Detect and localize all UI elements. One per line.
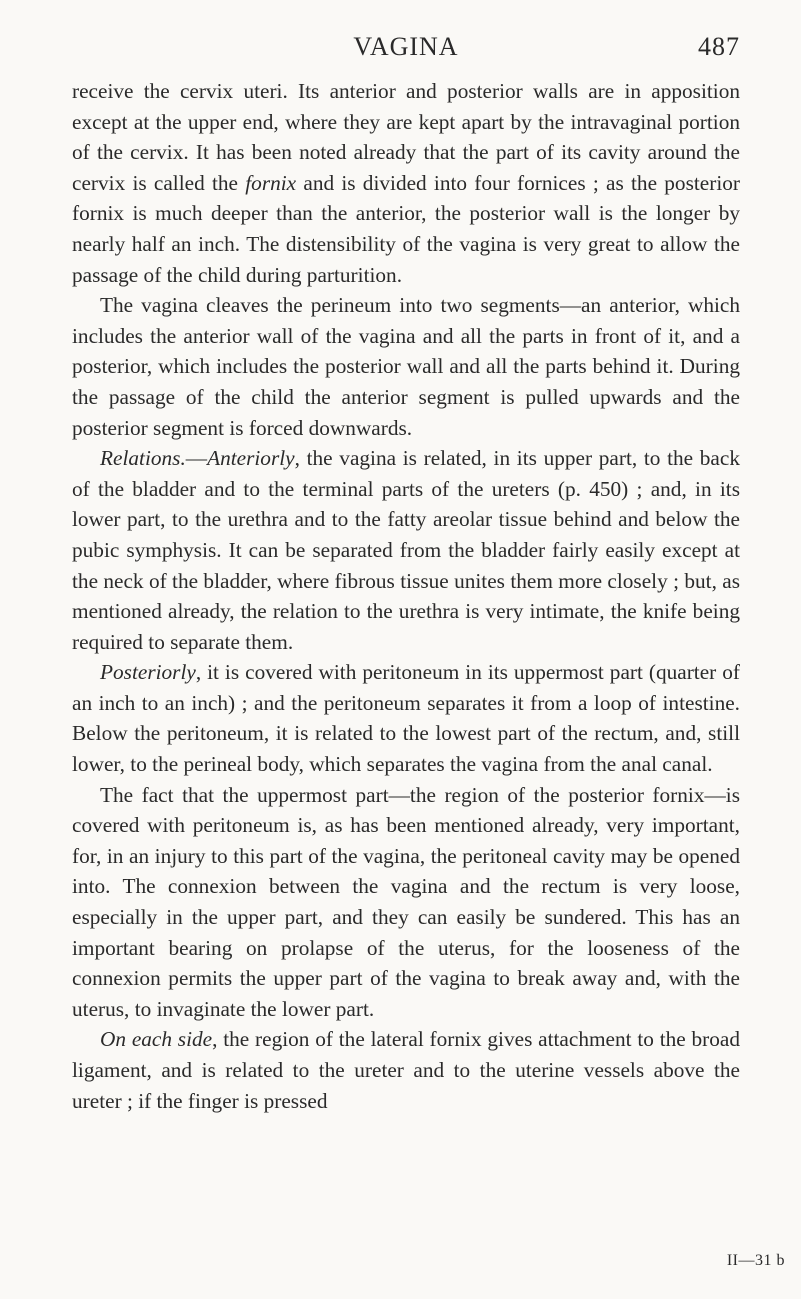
heading-relations: Relations. (100, 446, 186, 471)
page-header (72, 30, 740, 70)
dash: — (185, 446, 208, 471)
term-fornix: fornix (245, 170, 297, 195)
book-page (72, 30, 740, 1116)
paragraph-posterior-fornix (72, 780, 740, 1025)
text-segment: , it is covered with peritoneum in its uppermost part (quarter of an inch to an inch) ; and the peritoneum separates it from a loop of intestine. Below the peritoneum, it is related to the lowest part of the rectum, and, still lower, to the perineal body, which separates the vagina from the anal canal. (72, 660, 740, 777)
text-segment: receive the cervix uteri. Its anterior and posterior walls are in apposition except at the upper end, where they are kept apart by the intravaginal portion of the cervix. It has been noted already that the part of its cavity around the cervix is called the (72, 79, 740, 195)
term-posteriorly: Posteriorly (100, 660, 196, 685)
body-text (72, 76, 740, 1116)
text-segment: , the region of the lateral fornix gives attachment to the broad ligament, and is related to the ureter and to the uterine vessels above the ureter ; if the finger is pressed (72, 1027, 741, 1113)
text-segment: and is divided into four fornices ; as the posterior fornix is much deeper than the anterior, the posterior wall is the longer by nearly half an inch. The distensibility of the vagina is very great to allow the passage of the child during parturition. (72, 170, 740, 287)
paragraph-posteriorly (72, 657, 740, 779)
text-segment: , the vagina is related, in its upper part, to the back of the bladder and to the terminal parts of the ureters (p. 450) ; and, in its lower part, to the urethra and to the fatty areolar tissue behind and below the pubic symphysis. It can be separated from the bladder fairly easily except at the neck of the bladder, where fibrous tissue unites them more closely ; but, as mentioned already, the relation to the urethra is very intimate, the knife being required to separate them. (72, 446, 740, 654)
running-head: VAGINA (353, 32, 459, 61)
text-segment: The vagina cleaves the perineum into two segments—an anterior, which includes the anterior wall of the vagina and all the parts in front of it, and a posterior, which includes the posterior wall and all the parts behind it. During the passage of the child the anterior segment is pulled upwards and the posterior segment is forced downwards. (72, 293, 740, 440)
text-segment: The fact that the uppermost part—the region of the posterior fornix—is covered with peritoneum is, as has been mentioned already, very important, for, in an injury to this part of the vagina, the peritoneal cavity may be opened into. The connexion between the vagina and the rectum is very loose, especially in the upper part, and they can easily be sundered. This has an important bearing on prolapse of the uterus, for the looseness of the connexion permits the upper part of the vagina to break away and, with the uterus, to invaginate the lower part. (72, 782, 740, 1021)
term-on-each-side: On each side (100, 1027, 213, 1052)
paragraph-each-side (72, 1024, 740, 1116)
paragraph-relations-anteriorly (72, 443, 740, 657)
signature-mark: II—31 b (726, 1252, 785, 1269)
paragraph-perineum-segments (72, 290, 740, 443)
term-anteriorly: Anteriorly (207, 446, 295, 471)
paragraph-cervix-fornix (72, 76, 740, 290)
page-number: 487 (698, 32, 740, 61)
